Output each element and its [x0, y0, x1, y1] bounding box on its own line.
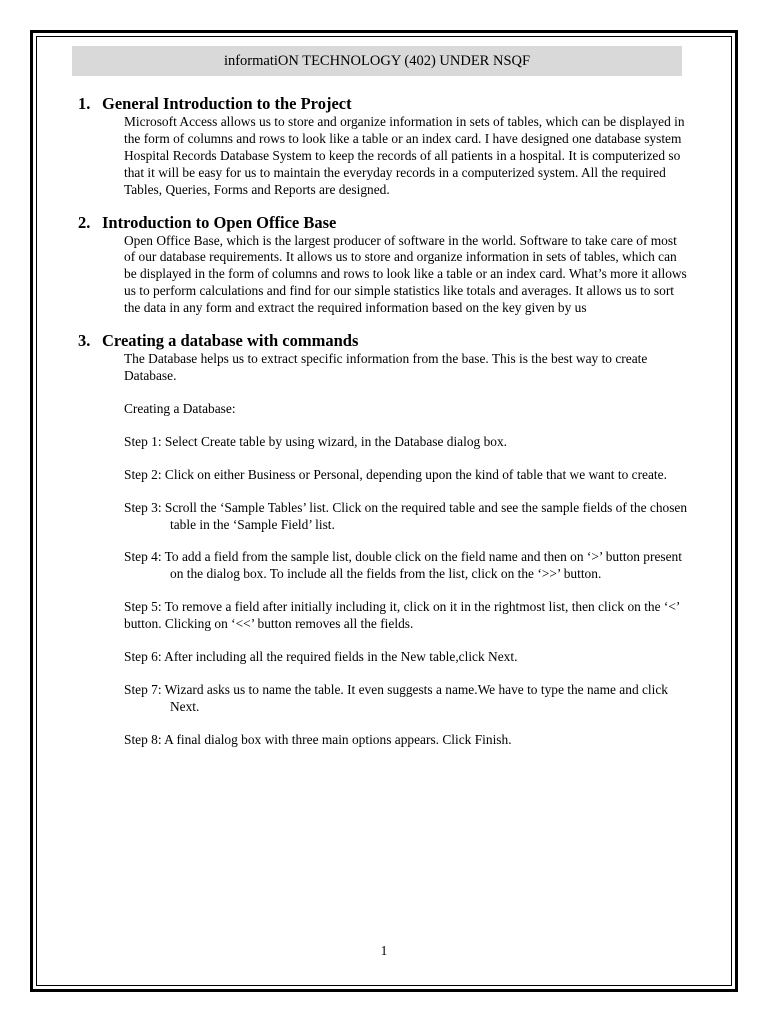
- step-item: Step 5: To remove a field after initially including it, click on it in the rightmost list, then click on the ‘<’ button. Clicking on ‘<<’ button removes all the fields.: [124, 599, 680, 632]
- section-heading: [78, 331, 690, 351]
- header-title: informatiON TECHNOLOGY (402) UNDER NSQF: [223, 53, 531, 69]
- section-paragraph: Microsoft Access allows us to store and organize information in sets of tables, which can be displayed in the form of columns and rows to look like a table or an index card. I have designed one database system Hospital Records Database System to keep the records of all patients in a hospital. It is computerized so that it will be easy for us to maintain the everyday records in a computerized system. All the required Tables, Queries, Forms and Reports are designed.: [124, 114, 685, 197]
- section-open-office-base: [78, 213, 690, 318]
- document-body: [78, 94, 690, 765]
- step-item: Step 8: A final dialog box with three main options appears. Click Finish.: [124, 731, 512, 747]
- step-item: Step 2: Click on either Business or Personal, depending upon the kind of table that we want to create.: [124, 466, 667, 482]
- section-heading: [78, 94, 690, 114]
- section-general-introduction: [78, 94, 690, 199]
- page-header: [72, 46, 682, 76]
- section-number: 1.: [78, 94, 91, 113]
- section-title: Introduction to Open Office Base: [102, 212, 337, 232]
- section-title: General Introduction to the Project: [102, 94, 352, 113]
- section-number: 3.: [78, 331, 91, 351]
- section-creating-database: [78, 331, 690, 749]
- section-heading: [78, 213, 690, 233]
- step-item: Step 3: Scroll the ‘Sample Tables’ list. Click on the required table and see the sample fields of the chosen table in the ‘Sample Field’ list.: [124, 499, 688, 532]
- step-item: Step 1: Select Create table by using wizard, in the Database dialog box.: [124, 433, 508, 449]
- subheading: Creating a Database:: [124, 400, 236, 416]
- section-body: [124, 351, 690, 749]
- page-number: 1: [380, 943, 388, 958]
- step-item: Step 4: To add a field from the sample list, double click on the field name and then on ‘>’ button present on the dialog box. To include all the fields from the list, click on the ‘>>’ button.: [124, 549, 682, 582]
- section-number: 2.: [78, 212, 91, 232]
- step-item: Step 6: After including all the required fields in the New table,click Next.: [124, 649, 518, 665]
- section-title: Creating a database with commands: [102, 331, 359, 351]
- section-intro: The Database helps us to extract specific information from the base. This is the best way to create Database.: [124, 351, 648, 383]
- section-paragraph: Open Office Base, which is the largest producer of software in the world. Software to take care of most of our database requirements. It allows us to store and organize information in sets of tables, which can be displayed in the form of columns and rows to look like a table or an index card. What’s more it allows us to perform calculations and find for our simple statistics like totals and averages. It allows us to sort the data in any form and extract the required information based on the key given by us: [124, 232, 687, 316]
- step-item: Step 7: Wizard asks us to name the table. It even suggests a name.We have to type the name and click Next.: [124, 681, 669, 714]
